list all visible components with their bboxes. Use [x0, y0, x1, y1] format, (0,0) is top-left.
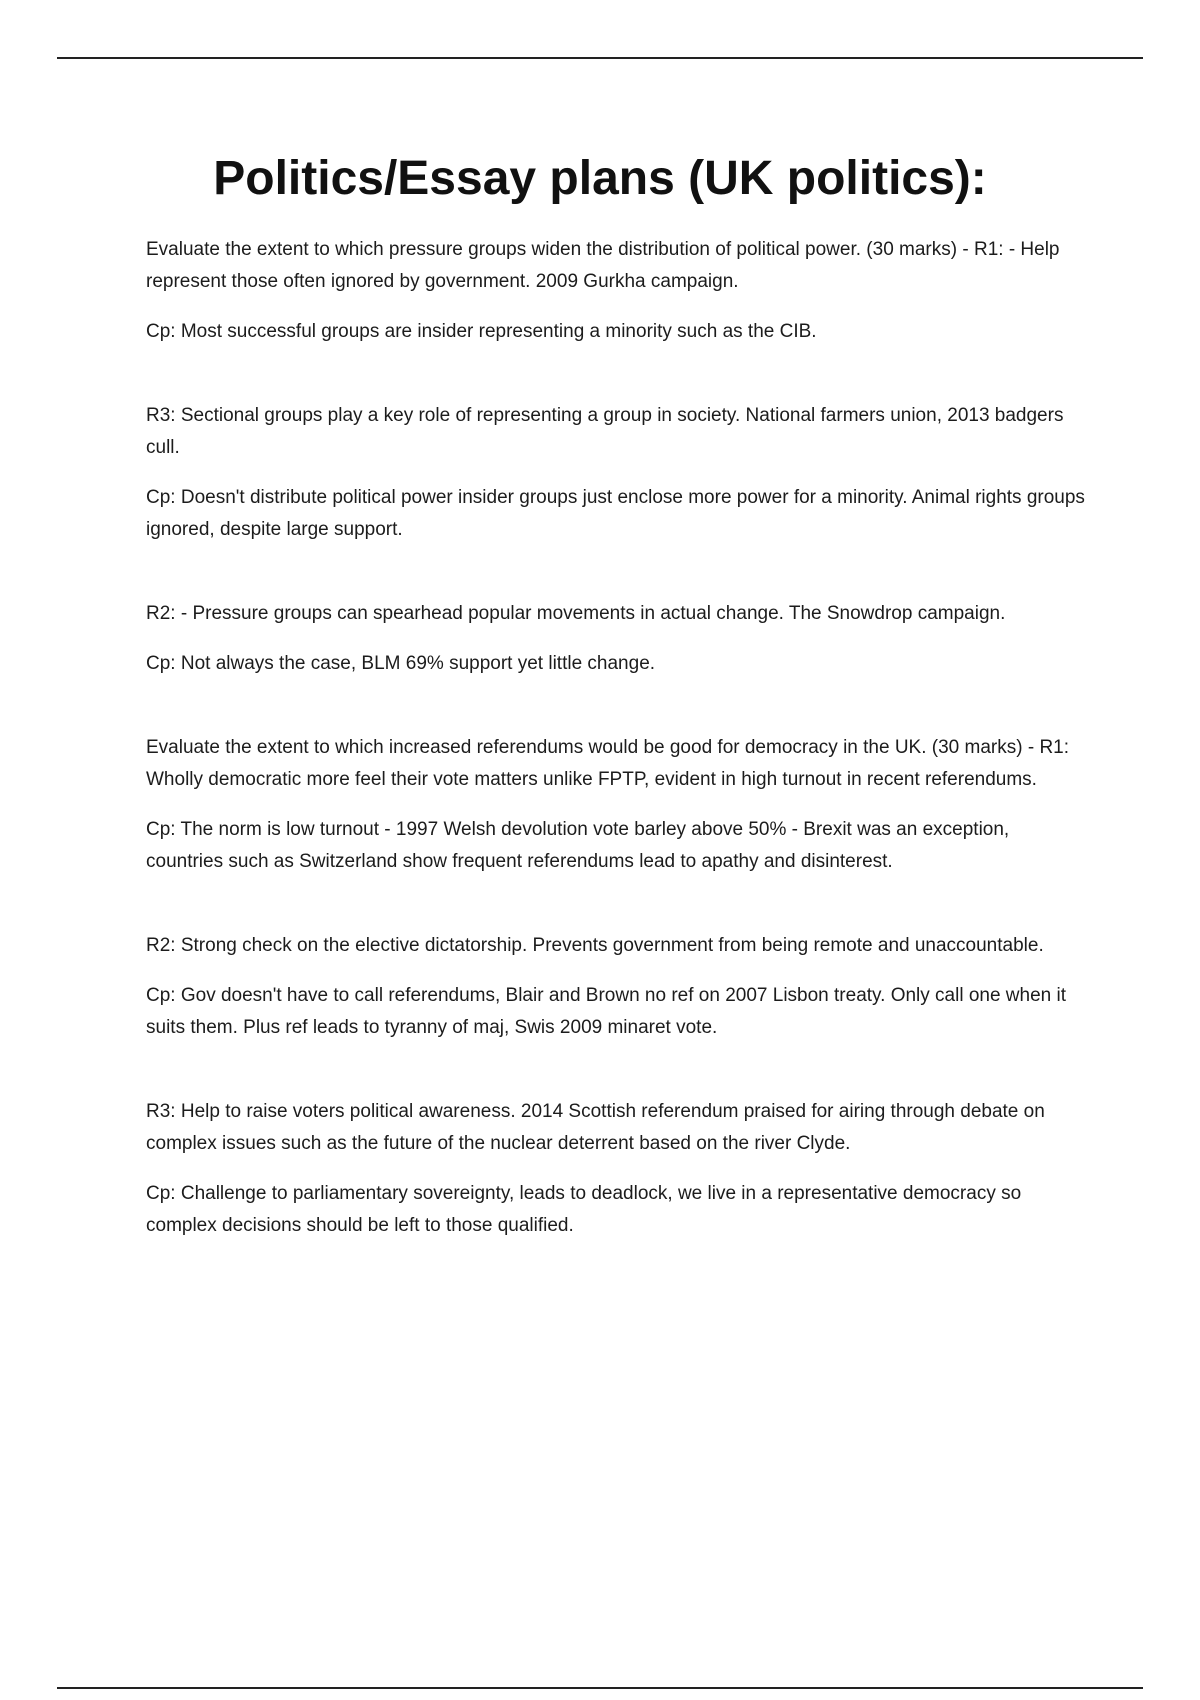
question-2-r1-paragraph: Evaluate the extent to which increased referendums would be good for democracy in the UK. (30 marks) - R1: Wholly democratic more feel their vote matters unlike FPTP, evident in high turnout in recent referendums. [146, 737, 1070, 790]
question-2-r3-counterpoint: Cp: Challenge to parliamentary sovereignty, leads to deadlock, we live in a representative democracy so complex decisions should be left to those qualified. [146, 1183, 1022, 1236]
question-2-r1-counterpoint: Cp: The norm is low turnout - 1997 Welsh devolution vote barley above 50% - Brexit was an exception, countries such as Switzerland show frequent referendums lead to apathy and disinterest. [146, 819, 1010, 872]
question-1-r2-paragraph: R2: - Pressure groups can spearhead popular movements in actual change. The Snowdrop campaign. [146, 603, 1006, 624]
question-1-r3-paragraph: R3: Sectional groups play a key role of representing a group in society. National farmers union, 2013 badgers cull. [146, 405, 1064, 458]
question-1-r2-counterpoint: Cp: Not always the case, BLM 69% support yet little change. [146, 653, 656, 674]
question-2-r2-paragraph: R2: Strong check on the elective dictatorship. Prevents government from being remote and unaccountable. [146, 935, 1044, 956]
question-2-r3-paragraph: R3: Help to raise voters political awareness. 2014 Scottish referendum praised for airing through debate on complex issues such as the future of the nuclear deterrent based on the river Clyde. [146, 1101, 1045, 1154]
question-1-r3-counterpoint: Cp: Doesn't distribute political power insider groups just enclose more power for a minority. Animal rights groups ignored, despite large support. [146, 487, 1085, 540]
question-1-r1-counterpoint: Cp: Most successful groups are insider representing a minority such as the CIB. [146, 321, 817, 342]
page-title: Politics/Essay plans (UK politics): [213, 152, 987, 205]
question-1-r1-paragraph: Evaluate the extent to which pressure groups widen the distribution of political power. (30 marks) - R1: - Help represent those often ignored by government. 2009 Gurkha campaign. [146, 239, 1060, 292]
top-rule [57, 57, 1143, 59]
question-2-r2-counterpoint: Cp: Gov doesn't have to call referendums, Blair and Brown no ref on 2007 Lisbon treaty. Only call one when it suits them. Plus ref leads to tyranny of maj, Swis 2009 minaret vote. [146, 985, 1067, 1038]
document-body [146, 234, 1091, 1260]
bottom-rule [57, 1687, 1143, 1689]
